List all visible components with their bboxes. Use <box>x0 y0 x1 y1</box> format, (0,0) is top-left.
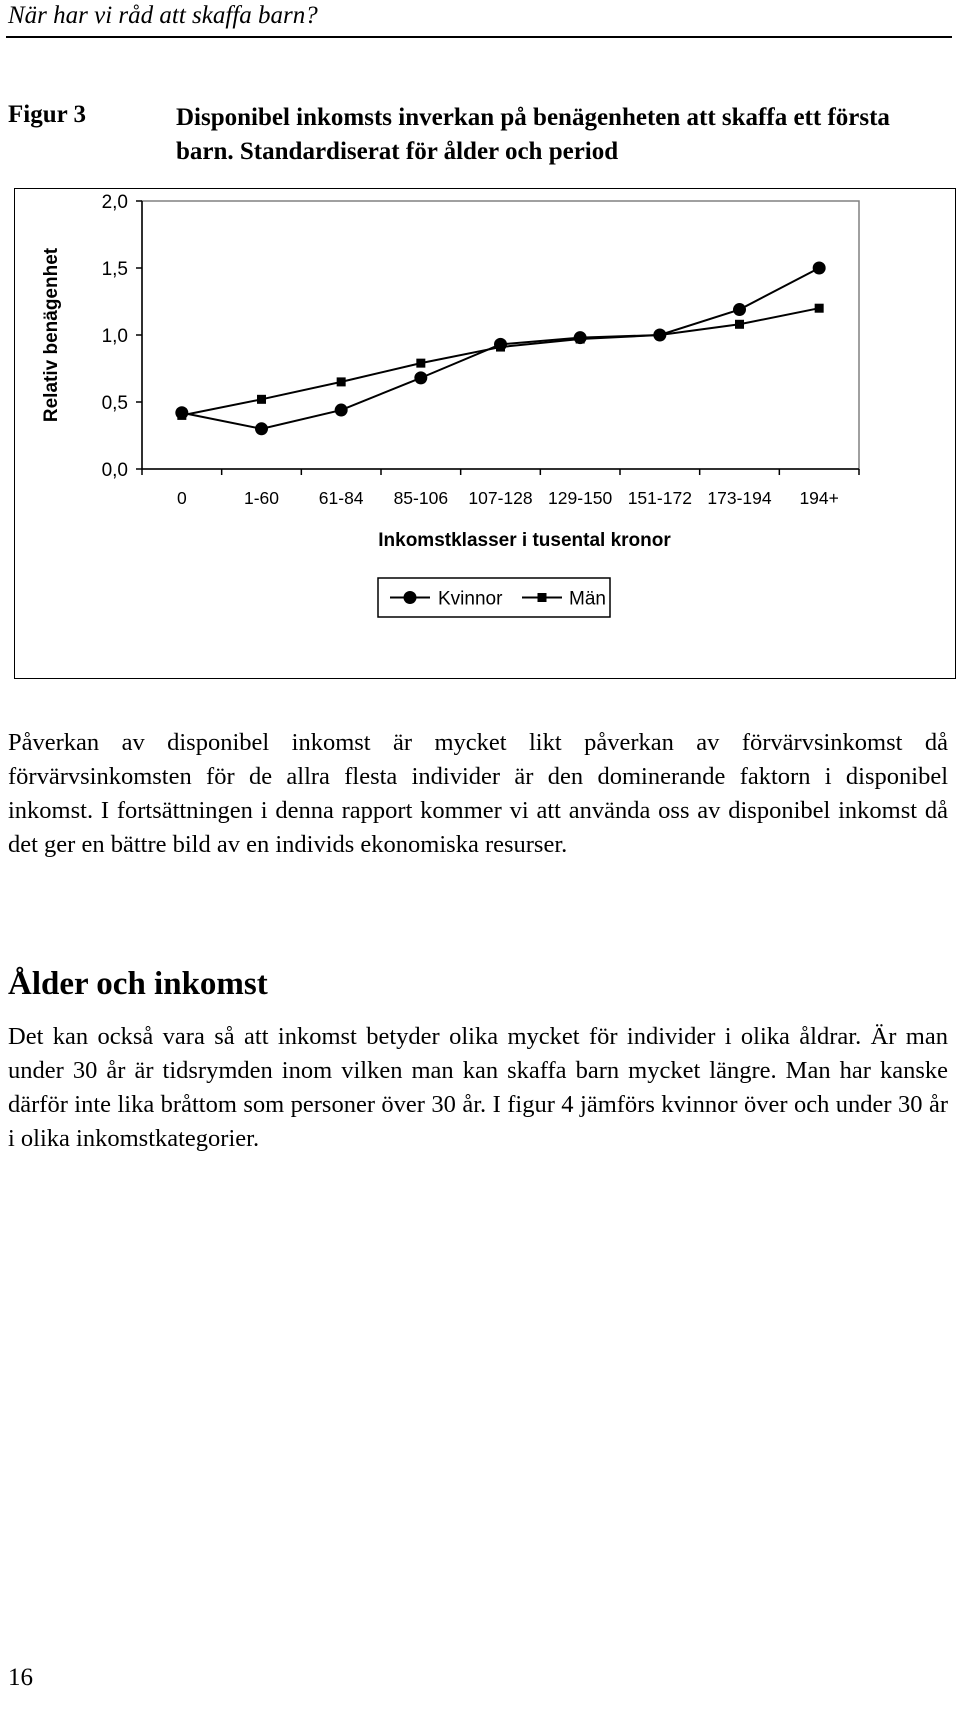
x-tick-label: 129-150 <box>548 488 613 508</box>
chart-frame <box>14 188 956 679</box>
data-point-man <box>496 343 505 352</box>
x-tick-label: 151-172 <box>627 488 692 508</box>
figure-title: Disponibel inkomsts inverkan på benägenheten att skaffa ett första barn. Standardiserat för ålder och period <box>176 104 890 165</box>
data-point-man <box>655 331 664 340</box>
series-line-man <box>182 308 819 415</box>
data-point-kvinnor <box>733 303 746 316</box>
legend-label-kvinnor: Kvinnor <box>438 588 503 610</box>
data-point-man <box>337 377 346 386</box>
y-tick-label: 1,5 <box>101 259 128 280</box>
data-point-man <box>177 411 186 420</box>
legend-label-man: Män <box>569 588 606 610</box>
data-point-man <box>416 359 425 368</box>
y-tick-label: 0,0 <box>101 460 128 481</box>
data-point-kvinnor <box>255 422 268 435</box>
x-tick-label: 1-60 <box>243 488 280 508</box>
y-tick-label: 0,5 <box>101 393 128 414</box>
x-tick-label: 0 <box>176 488 187 508</box>
y-tick-label: 2,0 <box>101 192 128 213</box>
running-header: När har vi råd att skaffa barn? <box>8 2 318 29</box>
header-rule <box>6 36 952 38</box>
paragraph-age-income: Det kan också vara så att inkomst betyder olika mycket för individer i olika åldrar. Är man under 30 år är tidsrymden inom vilken man kan skaffa barn mycket längre. Man har kanske därför inte lika bråttom som personer över 30 år. I figur 4 jämförs kvinnor över och under 30 år i olika inkomstkategorier. <box>8 1023 948 1152</box>
data-point-kvinnor <box>335 404 348 417</box>
x-tick-label: 173-194 <box>707 488 772 508</box>
y-tick-label: 1,0 <box>101 326 128 347</box>
x-axis-title: Inkomstklasser i tusental kronor <box>378 530 671 551</box>
legend-marker-man <box>538 593 547 602</box>
x-tick-label: 107-128 <box>468 488 533 508</box>
chart-legend <box>378 578 610 617</box>
income-propensity-line-chart <box>15 189 955 678</box>
data-point-man <box>735 320 744 329</box>
data-point-kvinnor <box>813 262 826 275</box>
data-point-kvinnor <box>414 371 427 384</box>
x-tick-label: 85-106 <box>393 488 449 508</box>
x-tick-label: 194+ <box>799 488 839 508</box>
data-point-man <box>576 335 585 344</box>
data-point-man <box>815 304 824 313</box>
figure-label: Figur 3 <box>8 101 87 128</box>
plot-area <box>142 201 859 469</box>
paragraph-disposable-income: Påverkan av disponibel inkomst är mycket likt påverkan av förvärvsinkomst då förvärvsinkomsten för de allra flesta individer är den dominerande faktorn i disponibel inkomst. I fortsättningen i denna rapport kommer vi att använda oss av disponibel inkomst då det ger en bättre bild av en individs ekonomiska resurser. <box>8 729 948 858</box>
page-number: 16 <box>8 1664 33 1691</box>
data-point-man <box>257 395 266 404</box>
y-axis-title: Relativ benägenhet <box>41 247 62 423</box>
x-tick-label: 61-84 <box>318 488 364 508</box>
section-heading: Ålder och inkomst <box>8 966 268 1002</box>
legend-marker-kvinnor <box>404 591 417 604</box>
